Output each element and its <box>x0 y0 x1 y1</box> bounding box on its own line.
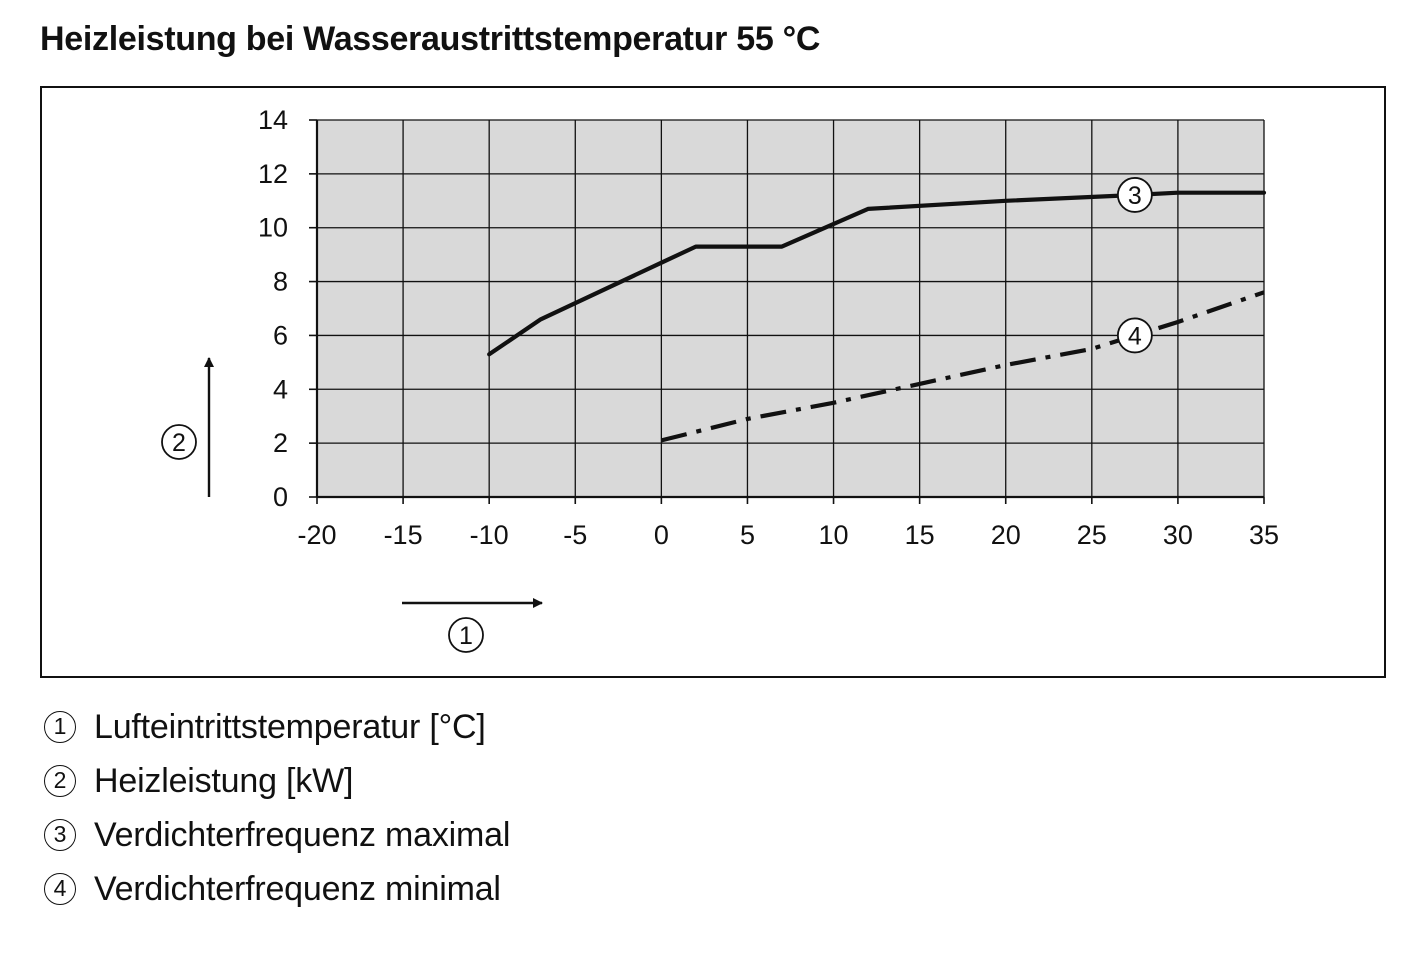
x-tick-label: 35 <box>1248 520 1280 550</box>
x-tick-label: 30 <box>1162 520 1193 550</box>
chart-title: Heizleistung bei Wasseraustrittstemperatur 55 °C <box>40 20 821 58</box>
legend-item <box>44 700 510 754</box>
plot-area <box>317 120 1264 497</box>
y-tick-label: 6 <box>272 320 288 351</box>
y-tick-label: 2 <box>272 428 288 459</box>
y-tick-label: 14 <box>257 105 288 135</box>
x-tick-label: -10 <box>469 520 509 550</box>
legend-item <box>44 754 510 808</box>
plot-layer <box>162 105 1279 652</box>
y-tick-label: 0 <box>272 482 288 512</box>
y-tick-label: 4 <box>272 374 288 405</box>
y-tick-label: 10 <box>257 212 288 243</box>
x-tick-label: 15 <box>904 520 935 550</box>
legend-text: Lufteintrittstemperatur [°C] <box>94 707 486 746</box>
x-tick-label: -15 <box>383 520 423 550</box>
x-tick-label: 20 <box>990 520 1021 550</box>
legend-item <box>44 862 510 916</box>
x-axis-marker-label: 1 <box>459 622 473 650</box>
legend-text: Heizleistung [kW] <box>94 761 354 800</box>
legend-marker: 2 <box>44 765 76 797</box>
x-tick-label: 0 <box>653 520 669 550</box>
legend-item <box>44 808 510 862</box>
legend-text: Verdichterfrequenz minimal <box>94 869 501 908</box>
y-tick-label: 8 <box>272 266 288 297</box>
legend-marker: 3 <box>44 819 76 851</box>
x-tick-label: -20 <box>297 520 337 550</box>
legend-marker: 1 <box>44 711 76 743</box>
legend-text: Verdichterfrequenz maximal <box>94 815 511 854</box>
y-axis-marker-label: 2 <box>172 429 186 457</box>
legend-marker: 4 <box>44 873 76 905</box>
series-marker-label: 3 <box>1127 181 1142 210</box>
x-tick-label: -5 <box>563 520 588 550</box>
y-tick-label: 12 <box>257 158 288 189</box>
x-tick-label: 25 <box>1076 520 1107 550</box>
x-tick-label: 10 <box>818 520 849 550</box>
legend <box>44 700 510 916</box>
x-tick-label: 5 <box>739 520 755 550</box>
series-marker-label: 4 <box>1127 322 1142 351</box>
